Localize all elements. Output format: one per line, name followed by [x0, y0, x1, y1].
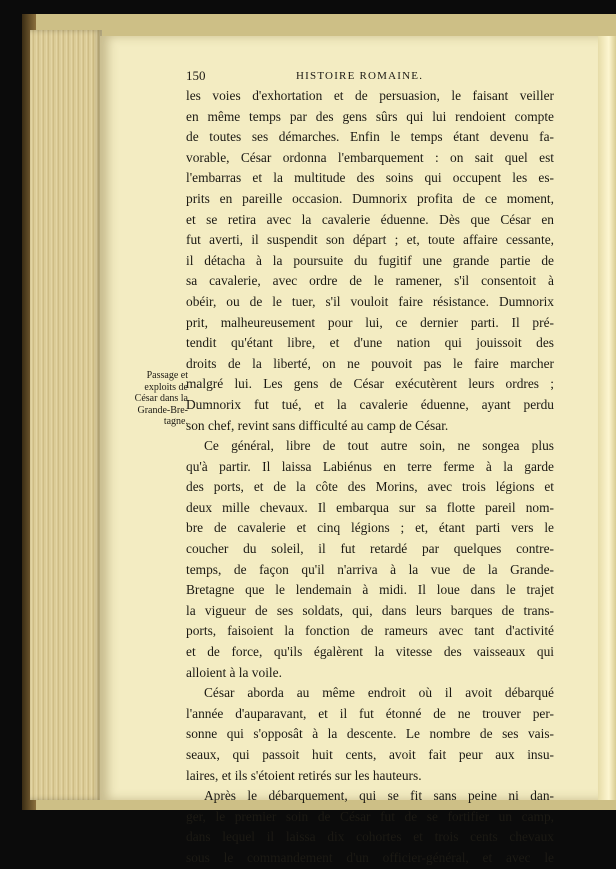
text-line: Bretagne que le lendemain à midi. Il loue dans le trajet: [186, 582, 554, 598]
text-line: deux mille chevaux. Il embarqua sur sa flotte pareil nom-: [186, 499, 554, 515]
text-line: l'année d'auparavant, et il fut étonné de ne trouver per-: [186, 705, 554, 721]
margin-note-line: exploits de: [144, 381, 188, 393]
page-number: 150: [186, 68, 206, 83]
text-line: la vigueur de ses soldats, qui, dans leurs barques de trans-: [186, 602, 554, 618]
text-line: prits en pareille occasion. Dumnorix profita de ce moment,: [186, 190, 554, 206]
text-line: vorable, César ordonna l'embarquement : on sait quel est: [186, 149, 554, 165]
body-text: [186, 86, 554, 869]
text-line: seaux, qui passoit huit cents, avoit fait peur aux insu-: [186, 747, 554, 762]
text-line: dans lequel il laissa dix cohortes et trois cents chevaux: [186, 829, 554, 845]
text-line: sonne qui s'opposât à la descente. Le nombre de ses vais-: [186, 726, 554, 742]
text-line: prit, malheureusement pour lui, ce dernier parti. Il pré-: [186, 314, 554, 330]
text-line: son chef, revint sans difficulté au camp de César.: [186, 417, 449, 433]
text-line: les voies d'exhortation et de persuasion, le faisant veiller: [186, 88, 554, 103]
running-title: HISTOIRE ROMAINE.: [296, 70, 424, 82]
margin-note: [126, 370, 188, 428]
text-line: Après le débarquement, qui se fit sans peine ni dan-: [204, 788, 554, 804]
text-line: obéir, ou de le tuer, s'il vouloit faire résistance. Dumnorix: [186, 293, 554, 309]
page-edges: [30, 30, 102, 800]
text-line: en même temps par des gens sûrs qui lui rendoient compte: [186, 108, 554, 124]
margin-note-line: César dans la: [134, 393, 188, 404]
text-line: César aborda au même endroit où il avoit débarqué: [204, 685, 554, 701]
text-line: tendit qu'étant libre, et d'une nation qui jouissoit des: [186, 335, 554, 351]
text-line: et se retira avec la cavalerie éduenne. Dès que César en: [186, 211, 554, 227]
text-line: sa cavalerie, avec ordre de le ramener, s'il consentoit à: [186, 273, 554, 289]
margin-note-line: Passage et: [146, 370, 188, 381]
text-line: ports, faisoient la fonction de rameurs avec tant d'activité: [186, 623, 554, 639]
text-line: bre de cavalerie et cinq légions ; et, étant parti vers le: [186, 520, 554, 536]
text-line: des ports, et de la côte des Morins, avec trois légions et: [186, 479, 554, 495]
text-line: temps, de façon qu'il n'arriva à la vue de la Grande-: [186, 561, 554, 577]
text-line: Dumnorix fut tué, et la cavalerie éduenne, ayant perdu: [186, 396, 554, 412]
facing-page-edge: [598, 36, 616, 800]
text-line: coucher du soleil, il fut retardé par quelques contre-: [186, 541, 554, 557]
text-line: Ce général, libre de tout autre soin, ne songea plus: [204, 438, 554, 454]
text-line: fut averti, il suspendit son départ ; et, toute affaire cessante,: [186, 232, 554, 248]
text-line: l'embarras et la multitude des soins qui occupent les es-: [186, 170, 554, 186]
text-line: de toutes ses démarches. Enfin le temps étant devenu fa-: [186, 129, 554, 145]
margin-note-line: tagne.: [163, 416, 188, 427]
margin-note-line: Grande-Bre-: [137, 404, 188, 416]
text-line: droits de la liberté, on ne pouvoit pas le faire marcher: [186, 355, 554, 371]
text-line: sous le commandement d'un officier-général, et avec le: [186, 849, 554, 865]
text-line: qu'à partir. Il laissa Labiénus en terre ferme à la garde: [186, 458, 554, 474]
page-header: [186, 68, 554, 86]
text-line: et de force, qu'ils égalèrent la vitesse des vaisseaux qui: [186, 644, 554, 660]
text-line: laires, et ils s'étoient retirés sur les hauteurs.: [186, 767, 422, 783]
text-line: il détacha à la poursuite du fugitif une grande partie de: [186, 252, 554, 268]
text-line: ger, le premier soin de César fut de se fortifier un camp,: [186, 808, 554, 824]
text-line: malgré lui. Les gens de César exécutèrent leurs ordres ;: [186, 376, 554, 392]
text-line: alloient à la voile.: [186, 664, 282, 680]
